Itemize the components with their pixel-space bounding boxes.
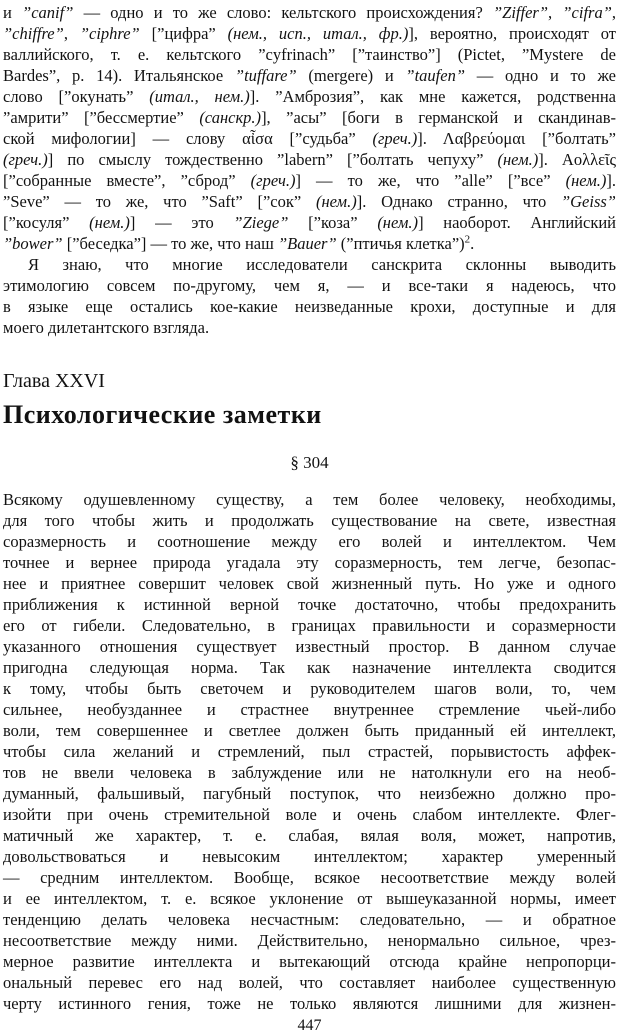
text-line: матичный же характер, т. е. слабая, вялая воля, может, напротив, [3,826,616,845]
paragraph-sanskrit-remark [3,254,616,338]
text-line: Всякому одушевленному существу, а тем более человеку, необходимы, [3,490,616,509]
text-line: валлийского, т. е. кельтского ”cyfrinach” [”таинство”] (Pictet, ”Mystere de [3,45,616,64]
text-line: думанный, фальшивый, пагубный поступок, что неизбежно должно про- [3,784,616,803]
paragraph-body [3,489,616,1014]
text-line: мерное развитие интеллекта и вытекающий отсюда крайне непропорци- [3,952,616,971]
text-line: и ”canif” — одно и то же слово: кельтского происхождения? ”Ziffer”, ”cifra”, [3,3,617,22]
chapter-title: Психологические заметки [3,400,322,429]
section-number: § 304 [290,453,329,472]
text-line: Я знаю, что многие исследователи санскрита склонны выводить [28,255,616,274]
text-line: (греч.)] по смыслу тождественно ”labern” [”болтать чепуху” (нем.)]. Αολλεῖς [3,150,616,169]
text-line: ”Seve” — то же, что ”Saft” [”сок” (нем.)]. Однако странно, что ”Geiss” [3,192,616,211]
text-line: [”косуля” (нем.)] — это ”Ziege” [”коза” (нем.)] наоборот. Английский [3,213,617,232]
text-line: довольствоваться и невысоким интеллектом; характер умеренный [3,847,616,866]
text-line: — средним интеллектом. Вообще, всякое несоответствие между волей [3,868,616,887]
text-line: тов не ввели человека в заблуждение или не натолкнули его на необ- [3,763,616,782]
text-line: ской мифологии] — слову αἶσα [”судьба” (греч.)]. Λαβρεύομαι [”болтать” [3,129,616,148]
text-line: указанного отношения существует известный простор. В данном случае [3,637,616,656]
text-line: соразмерность и соотношение между его волей и интеллектом. Чем [3,532,616,551]
text-line: к тому, чтобы быть светочем и руководителем шагов воли, то, чем [3,679,616,698]
text-line: ональный перевес его над волей, что составляет наиболее существенную [3,973,616,992]
text-line: в языке еще остались кое-какие неизведанные крохи, доступные и для [3,297,616,316]
text-line: ”амрити” [”бессмертие” (санскр.)], ”асы” [боги в германской и скандинав- [3,108,616,127]
text-line: ”bower” [”беседка”] — то же, что наш ”Bauer” (”птичья клетка”)$^2$. [3,233,475,253]
text-line: его от гибели. Следовательно, в границах правильности и соразмерности [3,616,616,635]
text-line: несоответствие между ними. Действительно, ненормально сильное, чрез- [3,931,616,950]
text-line: чтобы сила желаний и стремлений, пыл страстей, порывистость аффек- [3,742,616,761]
text-line: пригодна следующая норма. Так как назначение интеллекта сводится [3,658,616,677]
text-line: воли, тем совершеннее и светлее должен быть приданный ей интеллект, [3,721,616,740]
paragraph-etymology [3,2,616,254]
text-line: тенденцию делать человека несчастным: следовательно, — и обратное [3,910,616,929]
text-line: этимологию совсем по-другому, чем я, — и все-таки я надеюсь, что [3,276,616,295]
text-line: моего дилетантского взгляда. [3,318,210,337]
page-number: 447 [297,1017,322,1034]
text-line: точнее и вернее природа угадала эту соразмерность, тем легче, безопас- [3,553,616,572]
chapter-label: Глава XXVI [3,370,105,392]
text-line: и ее интеллектом, т. е. всякое уклонение от вышеуказанной нормы, имеет [3,889,616,908]
text-line: сильнее, необузданнее и страстнее внутреннее стремление чьей-либо [3,700,616,719]
text-line: ”chiffre”, ”ciphre” [”цифра” (нем., исп., итал., фр.)], вероятно, происходят от [3,24,617,43]
text-line: [”собранные вместе”, ”сброд” (греч.)] — то же, что ”alle” [”все” (нем.)]. [3,171,616,190]
text-line: нее и приятнее совершит человек свой жизненный путь. Но уже и одного [3,574,616,593]
text-line: изойти при очень стремительной воле и очень слабом интеллекте. Флег- [3,805,616,824]
text-line: Bardes”, p. 14). Итальянское ”tuffare” (mergere) и ”taufen” — одно и то же [3,66,616,85]
text-line: приближения к истинной верной точке достаточно, чтобы предохранить [3,595,616,614]
text-line: черту истинного гения, тоже не только являются лишними для жизнен- [3,994,616,1013]
text-line: для того чтобы жить и продолжать существование на свете, известная [3,511,616,530]
text-line: слово [”окунать” (итал., нем.)]. ”Амброзия”, как мне кажется, родственна [3,87,616,106]
